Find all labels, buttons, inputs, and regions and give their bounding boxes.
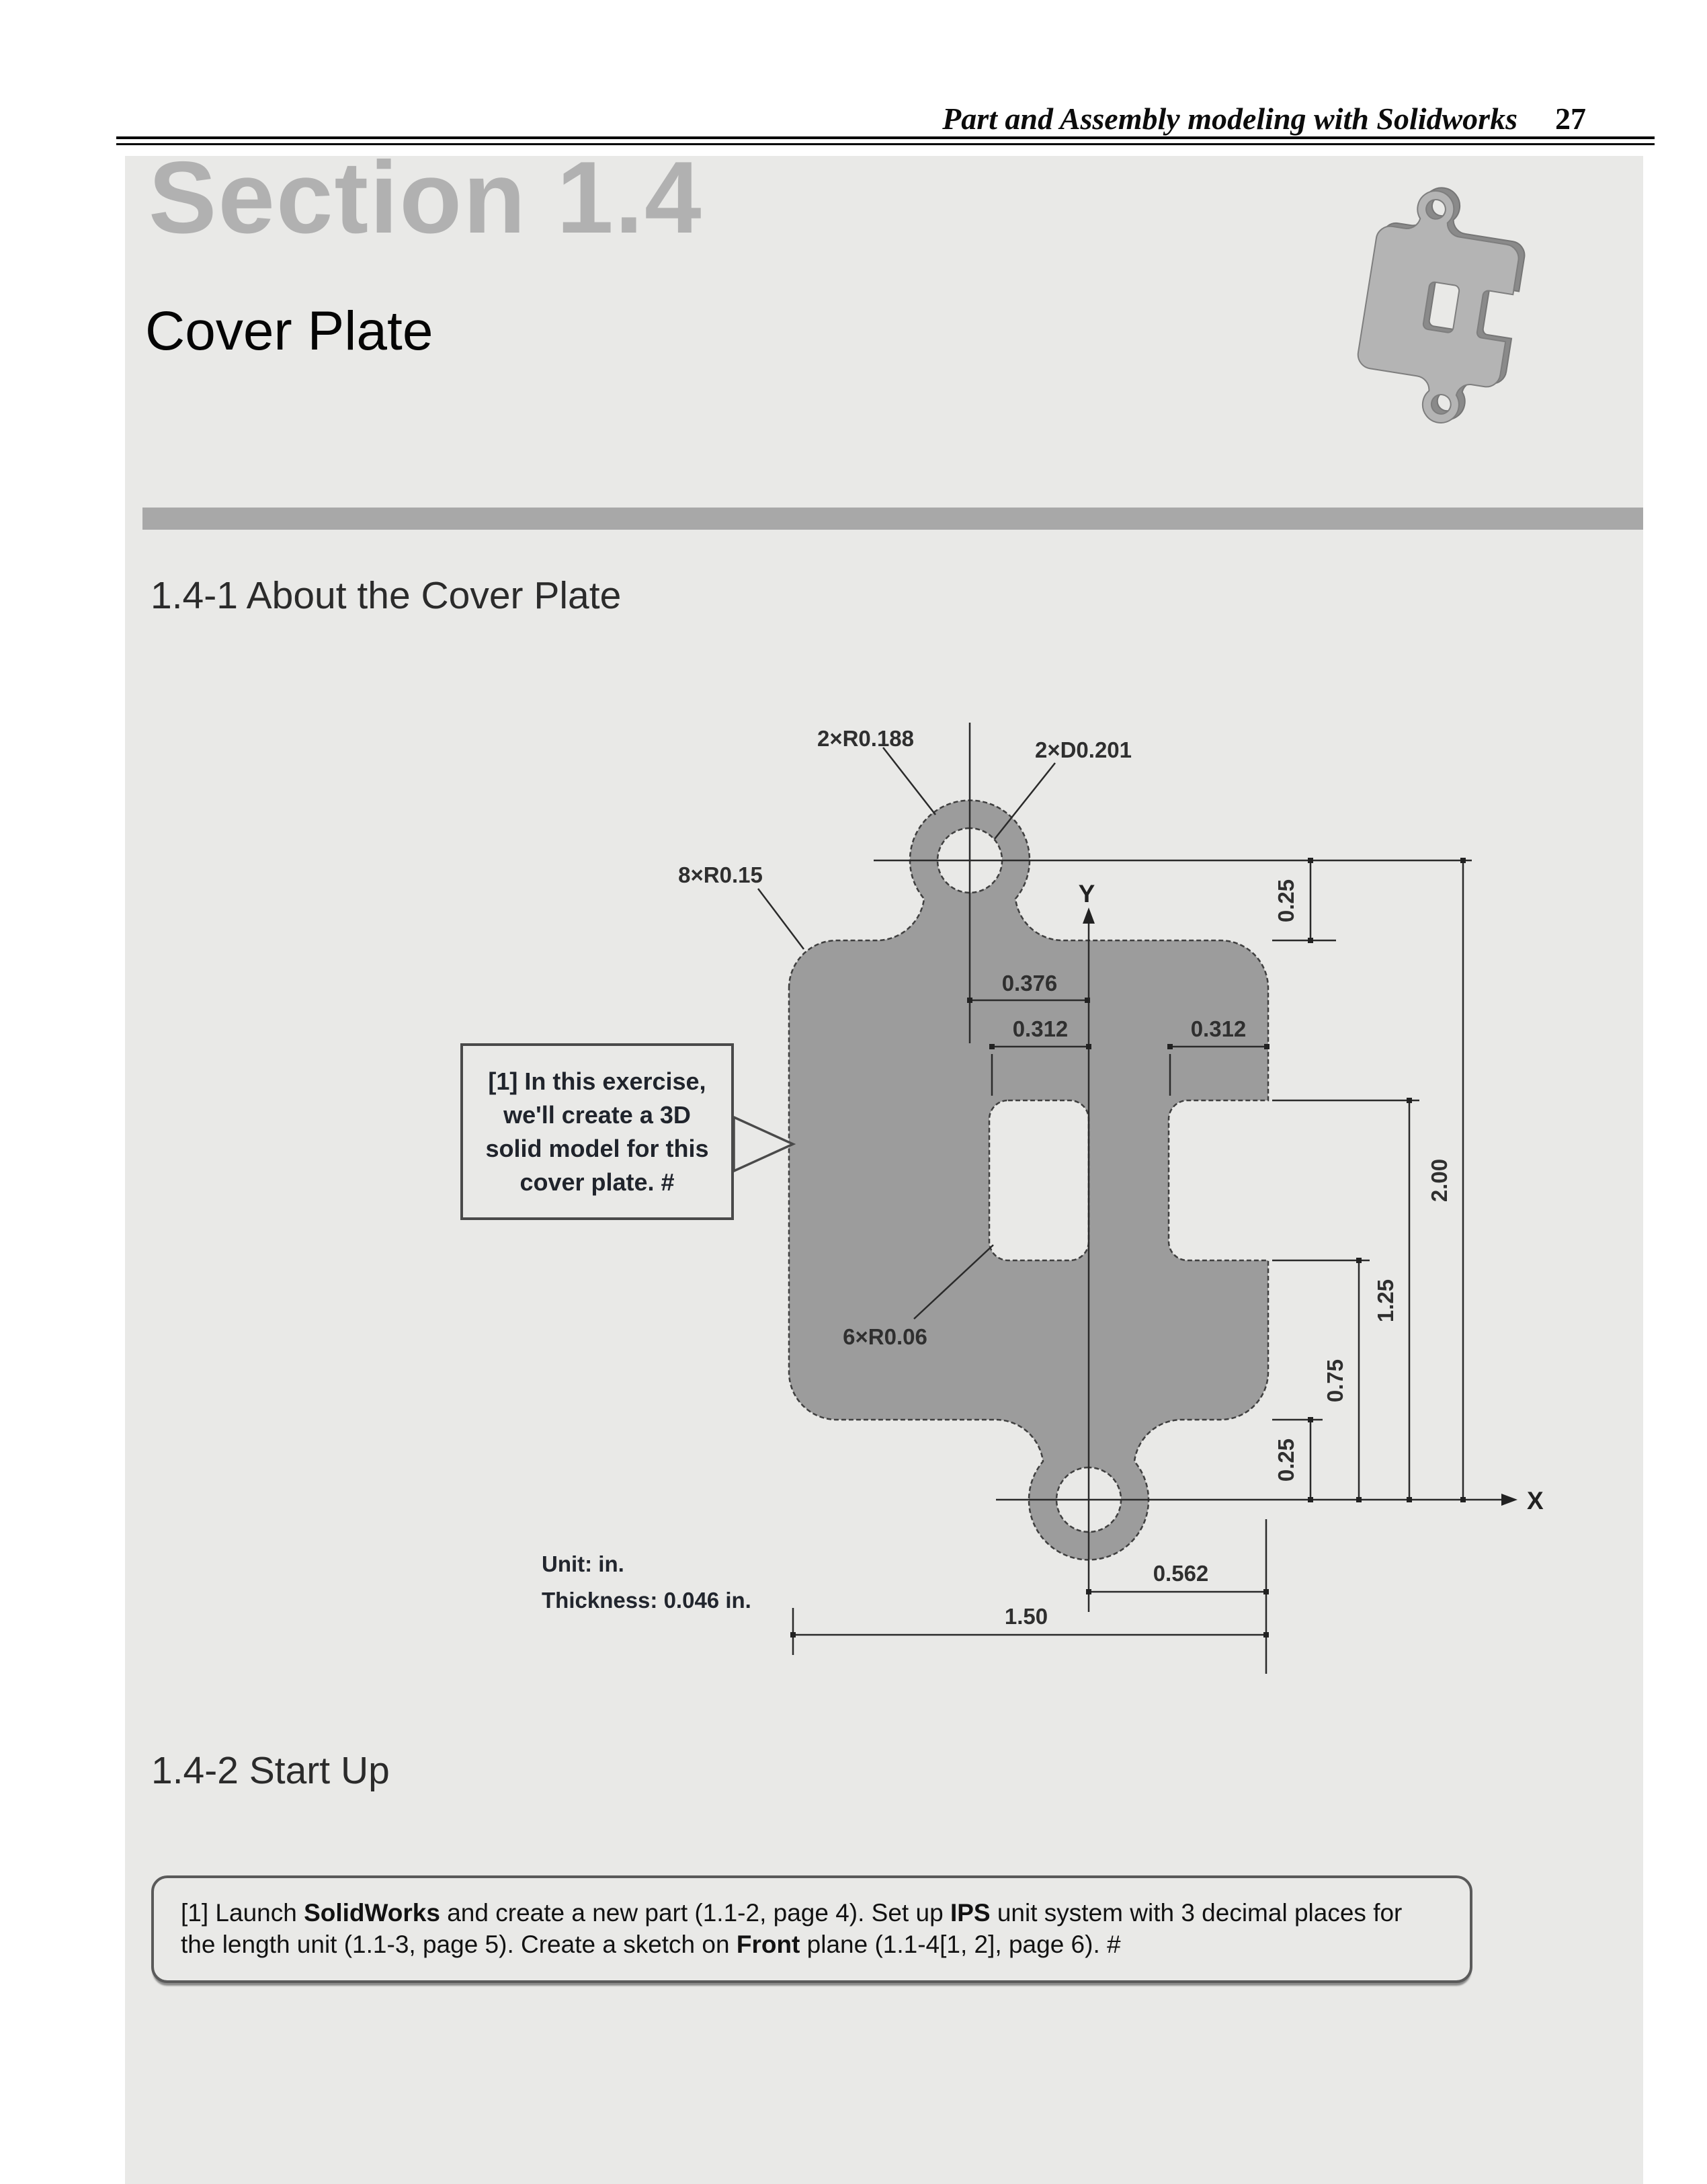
cover-plate-3d-render — [1346, 163, 1541, 472]
heading-1-4-1: 1.4-1 About the Cover Plate — [151, 574, 622, 617]
section-heading: Section 1.4 — [149, 140, 703, 255]
label-radius-corners: 8×R0.15 — [678, 862, 763, 887]
dim-text-200: 2.00 — [1427, 1158, 1452, 1203]
y-axis-label: Y — [1078, 880, 1095, 907]
leader-d201 — [995, 763, 1055, 839]
callout-pointer — [734, 1117, 793, 1171]
x-axis-arrowhead — [1501, 1494, 1517, 1506]
cover-plate-drawing — [376, 699, 1579, 1687]
unit-note: Unit: in. — [542, 1551, 624, 1576]
heading-1-4-2: 1.4-2 Start Up — [151, 1749, 390, 1792]
startup-instruction-box: [1] Launch SolidWorks and create a new part (1.1-2, page 4). Set up IPS unit system with 3 decimal places for the length unit (1.1-3, page 5). Create a sketch on Front plane (1.1-4[1, 2], page 6). # — [151, 1875, 1472, 1983]
page-header — [0, 101, 1586, 136]
label-radius-slot: 6×R0.06 — [843, 1324, 927, 1349]
dim-text-0312-right: 0.312 — [1190, 1016, 1247, 1041]
y-axis-arrowhead — [1083, 907, 1095, 924]
plate-outline — [789, 801, 1268, 1560]
dim-text-0562: 0.562 — [1153, 1561, 1209, 1586]
dim-text-0376: 0.376 — [1001, 971, 1058, 996]
plate-3d-face — [1349, 183, 1528, 431]
leader-r15 — [758, 889, 804, 949]
dim-text-150: 1.50 — [1004, 1604, 1048, 1629]
section-subtitle: Cover Plate — [145, 300, 433, 362]
header-title: Part and Assembly modeling with Solidworks — [942, 102, 1517, 136]
dim-text-025-bottom: 0.25 — [1274, 1438, 1298, 1482]
dim-text-075: 0.75 — [1323, 1359, 1347, 1403]
thickness-note: Thickness: 0.046 in. — [542, 1588, 751, 1613]
callout-line: cover plate. # — [519, 1168, 675, 1196]
x-axis-label: X — [1527, 1487, 1544, 1514]
dim-text-125: 1.25 — [1373, 1279, 1398, 1323]
callout-line: solid model for this — [485, 1134, 709, 1162]
leader-r188 — [883, 747, 935, 815]
label-dia-holes: 2×D0.201 — [1034, 737, 1132, 762]
dim-text-025-top: 0.25 — [1274, 879, 1298, 923]
page-number: 27 — [1555, 102, 1586, 136]
label-radius-tabs: 2×R0.188 — [817, 726, 915, 751]
section-divider-bar — [142, 508, 1643, 530]
callout-line: [1] In this exercise, — [488, 1067, 706, 1095]
callout-line: we'll create a 3D — [503, 1100, 691, 1129]
dim-text-0312-left: 0.312 — [1012, 1016, 1069, 1041]
